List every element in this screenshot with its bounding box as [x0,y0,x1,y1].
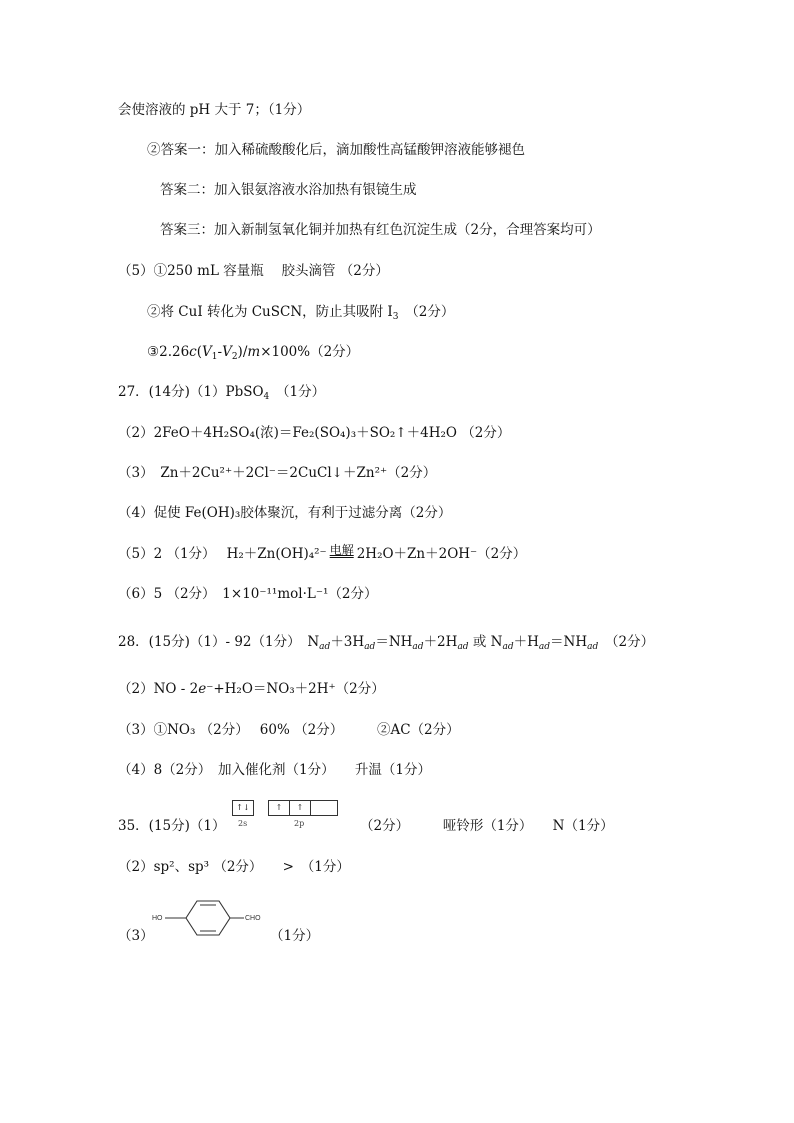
t: ＝NH [375,634,413,650]
q27-part6: （6）5 （2分） 1×10⁻¹¹mol·L⁻¹（2分） [118,586,378,602]
sub-ad: ad [319,642,331,652]
electrolysis-label: 电解 [329,543,354,557]
orbital-2p-box-1: ↑ [268,800,290,816]
answer-three: 答案三：加入新制氢氧化铜并加热有红色沉淀生成（2分，合理答案均可） [160,222,601,238]
subscript: 1 [211,352,218,362]
subscript: 3 [392,312,399,322]
var-e: e [198,681,207,697]
orbital-2p-box-2: ↑ [289,800,311,816]
paren-slash: )/ [237,344,248,360]
sub-ad: ad [502,642,514,652]
sub-ad: ad [457,642,469,652]
orbital-2p-label: 2p [294,819,305,828]
orbital-2p-box-3 [310,800,338,816]
var-v2: V [222,344,232,360]
q27-part3: （3） Zn＋2Cu²⁺＋2Cl⁻＝2CuCl↓＋Zn²⁺（2分） [118,465,437,481]
t: 28．(15分)（1）- 92（1分） N [118,634,320,650]
q35-part3-label: （3） [118,928,154,944]
paren: ( [196,344,203,360]
q27-text: 27．(14分)（1）PbSO [118,384,264,400]
q35-part3-score: （1分） [270,928,320,944]
var-m: m [247,344,261,360]
aldehyde-label: CHO [245,915,261,922]
equation-left: （5）2 （1分） H₂＋Zn(OH)₄²⁻ [118,546,327,562]
var-v1: V [202,344,212,360]
sub-ad: ad [538,642,551,652]
orbital-2s-label: 2s [238,819,248,828]
benzene-ring [186,901,230,935]
q28-part4: （4）8（2分） 加入催化剂（1分） 升温（1分） [118,762,431,778]
q28-part1 [118,632,654,657]
t: 或 N [468,634,503,650]
q28-part3: （3）①NO₃ （2分） 60% （2分） ②AC（2分） [118,722,460,738]
ring-double-bond-3 [190,907,197,918]
answer-one: ②答案一：加入稀硫酸酸化后，滴加酸性高锰酸钾溶液能够褪色 [147,142,525,158]
coef: ③2.26 [147,344,190,360]
q5-part2-text: ②将 CuI 转化为 CuSCN，防止其吸附 I [147,304,393,320]
t: ＋2H [423,634,458,650]
hydroxyl-label: HO [152,915,163,922]
t: ＋H [513,634,539,650]
sub-ad: ad [364,642,376,652]
t: （2）NO - 2 [118,681,199,697]
orbital-diagram [232,800,342,834]
sub-ad: ad [587,642,599,652]
equation-right: 2H₂O＋Zn＋2OH⁻（2分） [356,546,527,562]
q27-part2: （2）2FeO＋4H₂SO₄(浓)＝Fe₂(SO₄)₃＋SO₂↑＋4H₂O （2分） [118,425,511,441]
subscript: 4 [263,392,270,402]
q35-part1-scores: （2分） 哑铃形（1分） N（1分） [360,818,614,834]
orbital-2s-box: ↑↓ [232,800,254,816]
t: ＋3H [330,634,365,650]
benzene-structure-diagram [150,896,268,942]
q35-part1: 35．(15分)（1） [118,818,226,834]
q5-part2 [147,302,454,327]
q35-part2: （2）sp²、sp³ （2分） > （1分） [118,859,350,875]
q5-part3 [147,342,359,367]
answer-line-ph: 会使溶液的 pH 大于 7；（1分） [118,102,311,118]
answer-two: 答案二：加入银氨溶液水浴加热有银镜生成 [160,182,417,198]
q27-part4: （4）促使 Fe(OH)₃胶体聚沉，有利于过滤分离（2分） [118,505,452,521]
t: ＝NH [550,634,588,650]
var-c: c [189,344,197,360]
q28-part2 [118,679,385,699]
q27-part1 [118,382,325,407]
minus: - [217,344,223,360]
score: （2分） [412,304,455,320]
q5-part1: （5）①250 mL 容量瓶 胶头滴管 （2分） [118,263,389,279]
score: （2分） [611,634,655,650]
q27-part5 [118,544,526,564]
t: ⁻+H₂O＝NO₃＋2H⁺（2分） [206,681,385,697]
subscript: 2 [231,352,238,362]
sub-ad: ad [412,642,424,652]
percent-score: ×100%（2分） [260,344,360,360]
score: （1分） [282,384,326,400]
